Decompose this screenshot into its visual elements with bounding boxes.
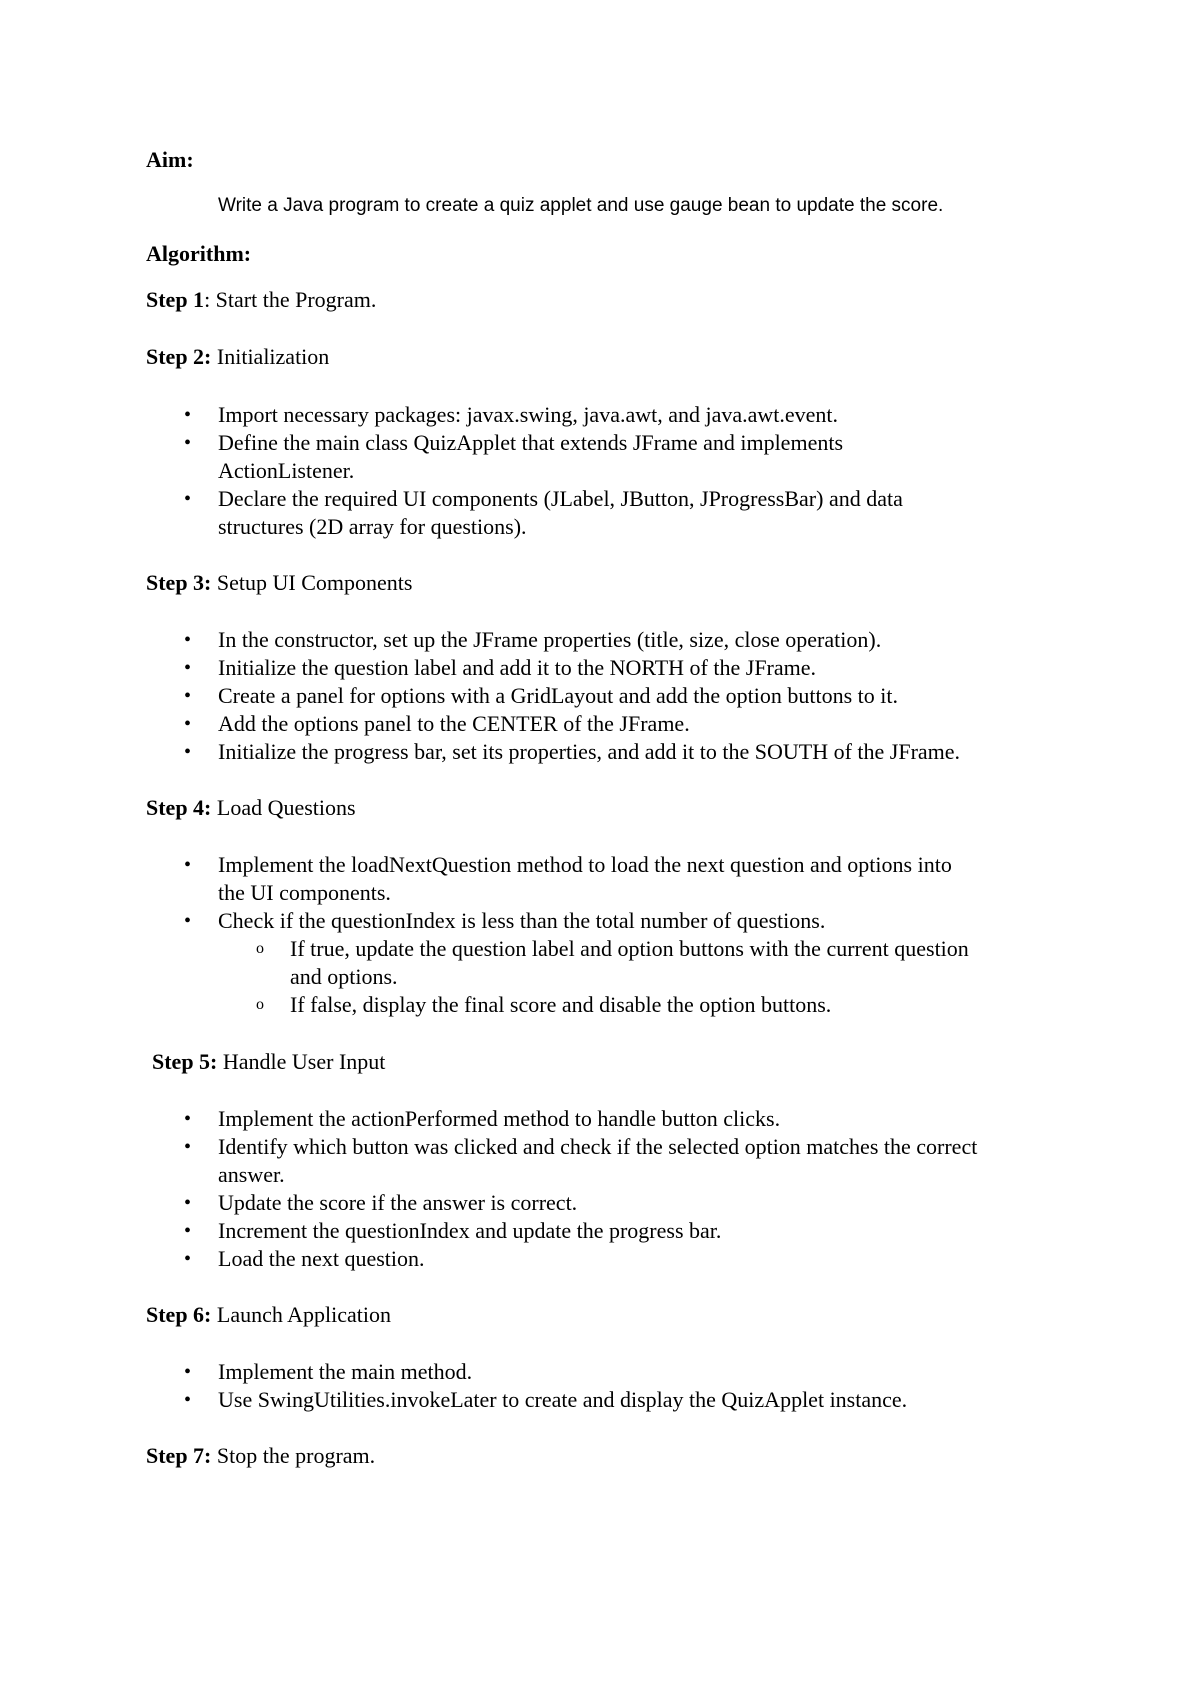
bullet-icon: • bbox=[184, 741, 192, 763]
list-item: • In the constructor, set up the JFrame properties (title, size, close operation). bbox=[184, 627, 882, 652]
step-5-list bbox=[0, 1105, 977, 1273]
list-item: • Check if the questionIndex is less than the total number of questions. bbox=[184, 908, 826, 933]
step-4-title: Load Questions bbox=[211, 795, 356, 820]
list-item: • Implement the loadNextQuestion method to load the next question and options into the UI components. bbox=[184, 852, 952, 905]
list-item: • Declare the required UI components (JLabel, JButton, JProgressBar) and data structures (2D array for questions). bbox=[184, 486, 903, 539]
aim-text: Write a Java program to create a quiz applet and use gauge bean to update the score. bbox=[218, 195, 944, 216]
step-6-list bbox=[0, 1358, 907, 1414]
bullet-icon: • bbox=[184, 1108, 192, 1130]
bullet-icon: • bbox=[184, 1389, 192, 1411]
step-3 bbox=[146, 569, 412, 597]
bullet-icon: • bbox=[184, 657, 192, 679]
step-3-title: Setup UI Components bbox=[211, 570, 413, 595]
bullet-icon: • bbox=[184, 910, 192, 932]
step-4-list bbox=[0, 851, 952, 935]
bullet-icon: • bbox=[184, 1136, 192, 1158]
step-1-title: : Start the Program. bbox=[204, 287, 377, 312]
step-4-sublist bbox=[0, 935, 969, 1019]
step-7-title: Stop the program. bbox=[211, 1443, 376, 1468]
step-4-label: Step 4: bbox=[146, 795, 212, 820]
step-6 bbox=[146, 1301, 391, 1329]
step-7 bbox=[146, 1442, 375, 1470]
list-item: • Import necessary packages: javax.swing, java.awt, and java.awt.event. bbox=[184, 402, 839, 427]
bullet-icon: • bbox=[184, 432, 192, 454]
step-1 bbox=[146, 286, 376, 314]
step-2-list bbox=[0, 401, 903, 541]
step-4 bbox=[146, 794, 356, 822]
bullet-icon: • bbox=[184, 1248, 192, 1270]
aim-heading: Aim: bbox=[146, 147, 194, 172]
bullet-icon: • bbox=[184, 1361, 192, 1383]
list-item: • Use SwingUtilities.invokeLater to create and display the QuizApplet instance. bbox=[184, 1387, 908, 1412]
step-2-title: Initialization bbox=[211, 344, 330, 369]
step-5 bbox=[152, 1048, 385, 1076]
list-item: • Increment the questionIndex and update the progress bar. bbox=[184, 1218, 722, 1243]
list-item: • Identify which button was clicked and check if the selected option matches the correct answer. bbox=[184, 1134, 978, 1187]
bullet-icon: • bbox=[184, 713, 192, 735]
step-2-label: Step 2: bbox=[146, 344, 212, 369]
list-item: • Update the score if the answer is correct. bbox=[184, 1190, 578, 1215]
list-item: • Load the next question. bbox=[184, 1246, 425, 1271]
step-5-label: Step 5: bbox=[152, 1049, 218, 1074]
circle-bullet-icon: o bbox=[256, 940, 264, 957]
bullet-icon: • bbox=[184, 488, 192, 510]
bullet-icon: • bbox=[184, 685, 192, 707]
list-item: • Add the options panel to the CENTER of the JFrame. bbox=[184, 711, 690, 736]
step-5-title: Handle User Input bbox=[217, 1049, 386, 1074]
bullet-icon: • bbox=[184, 854, 192, 876]
list-item: • Implement the main method. bbox=[184, 1359, 473, 1384]
sub-list-item: o If false, display the final score and disable the option buttons. bbox=[256, 992, 832, 1017]
bullet-icon: • bbox=[184, 1192, 192, 1214]
list-item: • Initialize the question label and add it to the NORTH of the JFrame. bbox=[184, 655, 817, 680]
bullet-icon: • bbox=[184, 404, 192, 426]
circle-bullet-icon: o bbox=[256, 996, 264, 1013]
list-item: • Implement the actionPerformed method to handle button clicks. bbox=[184, 1106, 781, 1131]
algorithm-heading: Algorithm: bbox=[146, 241, 252, 266]
step-3-label: Step 3: bbox=[146, 570, 212, 595]
step-6-title: Launch Application bbox=[211, 1302, 392, 1327]
step-7-label: Step 7: bbox=[146, 1443, 212, 1468]
step-6-label: Step 6: bbox=[146, 1302, 212, 1327]
step-2 bbox=[146, 343, 329, 371]
sub-list-item: o If true, update the question label and option buttons with the current question and options. bbox=[256, 936, 969, 989]
list-item: • Define the main class QuizApplet that extends JFrame and implements ActionListener. bbox=[184, 430, 844, 483]
list-item: • Initialize the progress bar, set its properties, and add it to the SOUTH of the JFrame. bbox=[184, 739, 961, 764]
bullet-icon: • bbox=[184, 629, 192, 651]
list-item: • Create a panel for options with a GridLayout and add the option buttons to it. bbox=[184, 683, 899, 708]
step-3-list bbox=[0, 626, 960, 766]
bullet-icon: • bbox=[184, 1220, 192, 1242]
step-1-label: Step 1 bbox=[146, 287, 205, 312]
